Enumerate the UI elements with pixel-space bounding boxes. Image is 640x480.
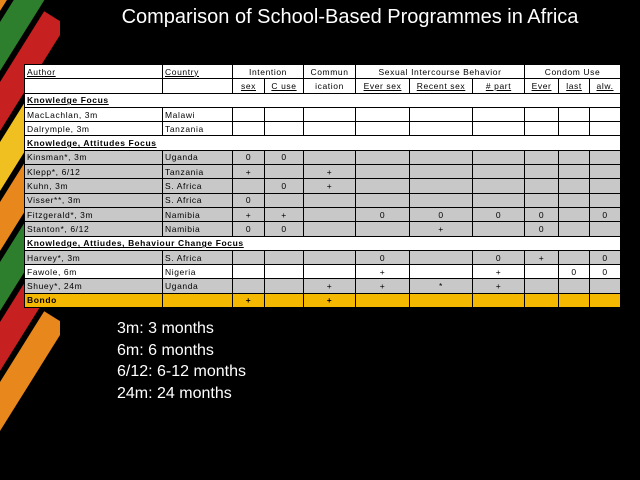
result-cell: 0 [559, 265, 590, 279]
result-cell [233, 179, 265, 193]
header-row-2 [25, 79, 621, 93]
result-cell [559, 222, 590, 236]
header-c-use: C use [265, 79, 304, 93]
result-cell [356, 193, 410, 207]
result-cell [233, 122, 265, 136]
result-cell: 0 [473, 207, 525, 221]
result-cell: 0 [525, 207, 559, 221]
result-cell: + [233, 165, 265, 179]
result-cell [410, 122, 473, 136]
result-cell: 0 [356, 250, 410, 264]
result-cell [525, 265, 559, 279]
result-cell [356, 179, 410, 193]
result-cell [265, 107, 304, 121]
result-cell [590, 150, 621, 164]
result-cell: + [304, 279, 356, 293]
result-cell: + [525, 250, 559, 264]
result-cell: + [265, 207, 304, 221]
section-label: Knowledge, Attiudes, Behaviour Change Focus [25, 236, 621, 250]
table-row [25, 193, 621, 207]
result-cell [233, 279, 265, 293]
country-cell: Uganda [163, 279, 233, 293]
result-cell [559, 122, 590, 136]
result-cell [525, 193, 559, 207]
header-condom-use: Condom Use [525, 65, 621, 79]
section-label: Knowledge Focus [25, 93, 621, 107]
header-last: last [559, 79, 590, 93]
header-sexual-behavior: Sexual Intercourse Behavior [356, 65, 525, 79]
result-cell [473, 150, 525, 164]
author-cell: Harvey*, 3m [25, 250, 163, 264]
header-always: alw. [590, 79, 621, 93]
header-recent-sex: Recent sex [410, 79, 473, 93]
author-cell: MacLachlan, 3m [25, 107, 163, 121]
country-cell: Uganda [163, 150, 233, 164]
header-cell [25, 79, 163, 93]
result-cell [233, 265, 265, 279]
result-cell [559, 250, 590, 264]
table-row [25, 207, 621, 221]
author-cell: Fitzgerald*, 3m [25, 207, 163, 221]
header-intention: Intention [233, 65, 304, 79]
result-cell: 0 [265, 150, 304, 164]
section-label: Knowledge, Attitudes Focus [25, 136, 621, 150]
country-cell: S. Africa [163, 193, 233, 207]
result-cell: + [356, 279, 410, 293]
country-cell: Tanzania [163, 122, 233, 136]
result-cell [304, 193, 356, 207]
result-cell: * [410, 279, 473, 293]
result-cell [356, 293, 410, 307]
result-cell [590, 222, 621, 236]
country-cell [163, 293, 233, 307]
result-cell [525, 107, 559, 121]
country-cell: S. Africa [163, 179, 233, 193]
result-cell [356, 150, 410, 164]
result-cell: + [304, 165, 356, 179]
result-cell: 0 [473, 250, 525, 264]
header-num-partners: # part [473, 79, 525, 93]
table-row [25, 179, 621, 193]
result-cell [590, 179, 621, 193]
result-cell: 0 [265, 222, 304, 236]
header-communication: Commun [304, 65, 356, 79]
table-row [25, 279, 621, 293]
result-cell [525, 279, 559, 293]
header-sex: sex [233, 79, 265, 93]
table-row [25, 165, 621, 179]
comparison-table [24, 64, 620, 308]
header-ever-sex: Ever sex [356, 79, 410, 93]
author-cell: Kuhn, 3m [25, 179, 163, 193]
result-cell [233, 250, 265, 264]
result-cell [559, 193, 590, 207]
result-cell [590, 279, 621, 293]
result-cell [559, 179, 590, 193]
header-country: Country [163, 65, 233, 79]
result-cell [304, 122, 356, 136]
result-cell: + [233, 293, 265, 307]
result-cell [410, 150, 473, 164]
author-cell: Stanton*, 6/12 [25, 222, 163, 236]
result-cell [304, 150, 356, 164]
result-cell [473, 193, 525, 207]
table-row [25, 222, 621, 236]
result-cell: + [356, 265, 410, 279]
country-cell: Tanzania [163, 165, 233, 179]
slide-title: Comparison of School-Based Programmes in Africa [121, 6, 579, 28]
result-cell [410, 265, 473, 279]
result-cell: 0 [590, 207, 621, 221]
result-cell [559, 207, 590, 221]
result-cell [410, 193, 473, 207]
result-cell: 0 [356, 207, 410, 221]
result-cell [473, 293, 525, 307]
result-cell [304, 265, 356, 279]
result-cell [559, 293, 590, 307]
result-cell: 0 [590, 265, 621, 279]
result-cell: 0 [410, 207, 473, 221]
legend-item: 6/12: 6-12 months [117, 363, 246, 380]
table-row [25, 265, 621, 279]
result-cell [473, 107, 525, 121]
result-cell [304, 222, 356, 236]
result-cell [590, 107, 621, 121]
result-cell [410, 250, 473, 264]
result-cell: 0 [525, 222, 559, 236]
result-cell [410, 293, 473, 307]
header-cell [163, 79, 233, 93]
result-cell [356, 222, 410, 236]
author-cell: Klepp*, 6/12 [25, 165, 163, 179]
result-cell: + [410, 222, 473, 236]
header-author: Author [25, 65, 163, 79]
result-cell [473, 122, 525, 136]
result-cell [473, 165, 525, 179]
result-cell [265, 293, 304, 307]
result-cell [356, 122, 410, 136]
country-cell: Nigeria [163, 265, 233, 279]
result-cell [356, 107, 410, 121]
result-cell: 0 [233, 150, 265, 164]
table-body [25, 93, 621, 307]
result-cell: 0 [233, 222, 265, 236]
result-cell: + [473, 279, 525, 293]
result-cell [356, 165, 410, 179]
result-cell: 0 [233, 193, 265, 207]
legend-item: 24m: 24 months [117, 384, 232, 402]
result-cell [410, 179, 473, 193]
result-cell [304, 250, 356, 264]
author-cell: Shuey*, 24m [25, 279, 163, 293]
result-cell: + [304, 293, 356, 307]
result-cell [590, 193, 621, 207]
legend-item: 6m: 6 months [117, 341, 214, 359]
country-cell: Namibia [163, 222, 233, 236]
result-cell: 0 [590, 250, 621, 264]
result-cell [525, 293, 559, 307]
result-cell [590, 293, 621, 307]
result-cell [265, 250, 304, 264]
result-cell [559, 165, 590, 179]
result-cell [265, 122, 304, 136]
result-cell [559, 150, 590, 164]
section-header-row [25, 93, 621, 107]
result-cell [265, 265, 304, 279]
result-cell [410, 165, 473, 179]
result-cell [525, 165, 559, 179]
country-cell: Namibia [163, 207, 233, 221]
result-cell: 0 [265, 179, 304, 193]
result-cell: + [473, 265, 525, 279]
header-ever: Ever [525, 79, 559, 93]
table-row [25, 122, 621, 136]
bondo-row [25, 293, 621, 307]
result-cell [265, 279, 304, 293]
result-cell [304, 207, 356, 221]
author-cell: Bondo [25, 293, 163, 307]
table-row [25, 107, 621, 121]
result-cell [233, 107, 265, 121]
result-cell [525, 179, 559, 193]
result-cell [473, 222, 525, 236]
result-cell [559, 279, 590, 293]
author-cell: Kinsman*, 3m [25, 150, 163, 164]
result-cell [265, 193, 304, 207]
header-row-1 [25, 65, 621, 79]
country-cell: Malawi [163, 107, 233, 121]
legend-item: 3m: 3 months [117, 320, 214, 337]
result-cell [265, 165, 304, 179]
result-cell [525, 122, 559, 136]
country-cell: S. Africa [163, 250, 233, 264]
result-cell [304, 107, 356, 121]
section-header-row [25, 236, 621, 250]
result-cell [410, 107, 473, 121]
result-cell [590, 165, 621, 179]
result-cell [590, 122, 621, 136]
result-cell [473, 179, 525, 193]
author-cell: Visser**, 3m [25, 193, 163, 207]
result-cell [525, 150, 559, 164]
result-cell: + [304, 179, 356, 193]
header-ication: ication [304, 79, 356, 93]
table-row [25, 250, 621, 264]
result-cell [559, 107, 590, 121]
result-cell: + [233, 207, 265, 221]
author-cell: Dalrymple, 3m [25, 122, 163, 136]
abbreviation-legend [117, 318, 246, 404]
author-cell: Fawole, 6m [25, 265, 163, 279]
section-header-row [25, 136, 621, 150]
table-row [25, 150, 621, 164]
